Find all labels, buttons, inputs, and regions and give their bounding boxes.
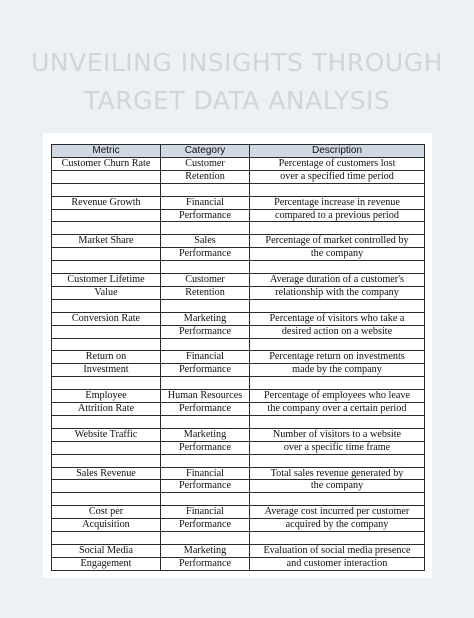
table-header-row: [52, 145, 425, 158]
table-row: [52, 196, 425, 209]
category-cell: Marketing: [161, 312, 250, 325]
table-row: [52, 480, 425, 493]
metric-cell: Customer Churn Rate: [52, 157, 161, 170]
metric-cell: Conversion Rate: [52, 312, 161, 325]
metric-cell: Website Traffic: [52, 428, 161, 441]
header-metric: Metric: [52, 145, 161, 158]
category-cell: Financial: [161, 467, 250, 480]
category-cell: Customer: [161, 274, 250, 287]
category-cell: Sales: [161, 235, 250, 248]
metric-cell: Engagement: [52, 557, 161, 570]
table-row: [52, 415, 425, 428]
category-cell: Customer: [161, 157, 250, 170]
title-line-1: UNVEILING INSIGHTS THROUGH: [31, 48, 443, 77]
description-cell: the company: [250, 480, 425, 493]
metric-cell: Cost per: [52, 506, 161, 519]
description-cell: Percentage of employees who leave: [250, 390, 425, 403]
category-cell: [161, 532, 250, 545]
category-cell: Performance: [161, 519, 250, 532]
metric-cell: Customer Lifetime: [52, 274, 161, 287]
metric-cell: Value: [52, 286, 161, 299]
table-row: [52, 338, 425, 351]
table-row: [52, 170, 425, 183]
category-cell: [161, 454, 250, 467]
description-cell: Average duration of a customer's: [250, 274, 425, 287]
category-cell: Financial: [161, 506, 250, 519]
description-cell: Number of visitors to a website: [250, 428, 425, 441]
table-row: [52, 351, 425, 364]
category-cell: Financial: [161, 351, 250, 364]
category-cell: [161, 183, 250, 196]
description-cell: the company over a certain period: [250, 403, 425, 416]
table-row: [52, 557, 425, 570]
metric-cell: Market Share: [52, 235, 161, 248]
table-row: [52, 274, 425, 287]
metric-cell: [52, 222, 161, 235]
table-body: [52, 157, 425, 570]
metric-cell: [52, 377, 161, 390]
description-cell: [250, 377, 425, 390]
table-row: [52, 532, 425, 545]
table-row: [52, 248, 425, 261]
description-cell: [250, 415, 425, 428]
header-category: Category: [161, 145, 250, 158]
description-cell: Percentage of customers lost: [250, 157, 425, 170]
category-cell: Marketing: [161, 544, 250, 557]
metric-cell: Investment: [52, 364, 161, 377]
category-cell: Performance: [161, 209, 250, 222]
description-cell: Percentage of market controlled by: [250, 235, 425, 248]
category-cell: Performance: [161, 248, 250, 261]
category-cell: [161, 299, 250, 312]
category-cell: Performance: [161, 364, 250, 377]
description-cell: made by the company: [250, 364, 425, 377]
table-row: [52, 209, 425, 222]
description-cell: the company: [250, 248, 425, 261]
table-row: [52, 544, 425, 557]
description-cell: Percentage of visitors who take a: [250, 312, 425, 325]
category-cell: Performance: [161, 325, 250, 338]
table-row: [52, 235, 425, 248]
metrics-table: [51, 144, 425, 571]
table-row: [52, 454, 425, 467]
metric-cell: [52, 261, 161, 274]
table-row: [52, 325, 425, 338]
description-cell: [250, 299, 425, 312]
table-row: [52, 183, 425, 196]
category-cell: Retention: [161, 286, 250, 299]
metric-cell: [52, 415, 161, 428]
table-row: [52, 157, 425, 170]
category-cell: Financial: [161, 196, 250, 209]
table-row: [52, 299, 425, 312]
table-row: [52, 364, 425, 377]
category-cell: Performance: [161, 441, 250, 454]
metric-cell: [52, 170, 161, 183]
category-cell: [161, 222, 250, 235]
description-cell: over a specific time frame: [250, 441, 425, 454]
description-cell: [250, 532, 425, 545]
category-cell: [161, 415, 250, 428]
metric-cell: [52, 209, 161, 222]
category-cell: Performance: [161, 403, 250, 416]
metric-cell: Social Media: [52, 544, 161, 557]
metric-cell: [52, 454, 161, 467]
metric-cell: [52, 338, 161, 351]
description-cell: Evaluation of social media presence: [250, 544, 425, 557]
metric-cell: [52, 532, 161, 545]
table-row: [52, 493, 425, 506]
table-row: [52, 390, 425, 403]
description-cell: [250, 183, 425, 196]
description-cell: [250, 493, 425, 506]
description-cell: Total sales revenue generated by: [250, 467, 425, 480]
description-cell: [250, 338, 425, 351]
metric-cell: Employee: [52, 390, 161, 403]
description-cell: and customer interaction: [250, 557, 425, 570]
category-cell: Performance: [161, 480, 250, 493]
description-cell: desired action on a website: [250, 325, 425, 338]
metric-cell: [52, 480, 161, 493]
description-cell: over a specified time period: [250, 170, 425, 183]
metric-cell: [52, 441, 161, 454]
table-row: [52, 222, 425, 235]
category-cell: [161, 493, 250, 506]
metric-cell: [52, 325, 161, 338]
table-row: [52, 467, 425, 480]
metric-cell: [52, 493, 161, 506]
metric-cell: Attrition Rate: [52, 403, 161, 416]
table-row: [52, 506, 425, 519]
category-cell: [161, 377, 250, 390]
description-cell: [250, 222, 425, 235]
category-cell: [161, 261, 250, 274]
table-row: [52, 286, 425, 299]
metric-cell: [52, 248, 161, 261]
metric-cell: Acquisition: [52, 519, 161, 532]
table-row: [52, 403, 425, 416]
category-cell: [161, 338, 250, 351]
metric-cell: Return on: [52, 351, 161, 364]
description-cell: relationship with the company: [250, 286, 425, 299]
table-row: [52, 519, 425, 532]
metric-cell: Sales Revenue: [52, 467, 161, 480]
description-cell: [250, 454, 425, 467]
description-cell: [250, 261, 425, 274]
description-cell: compared to a previous period: [250, 209, 425, 222]
metric-cell: Revenue Growth: [52, 196, 161, 209]
category-cell: Human Resources: [161, 390, 250, 403]
category-cell: Performance: [161, 557, 250, 570]
table-row: [52, 377, 425, 390]
description-cell: acquired by the company: [250, 519, 425, 532]
table-row: [52, 441, 425, 454]
title-line-2: TARGET DATA ANALYSIS: [83, 86, 391, 115]
metric-cell: [52, 299, 161, 312]
table-row: [52, 428, 425, 441]
category-cell: Marketing: [161, 428, 250, 441]
page-title: [0, 44, 474, 120]
category-cell: Retention: [161, 170, 250, 183]
header-description: Description: [250, 145, 425, 158]
description-cell: Percentage increase in revenue: [250, 196, 425, 209]
metric-cell: [52, 183, 161, 196]
table-row: [52, 312, 425, 325]
table-row: [52, 261, 425, 274]
description-cell: Percentage return on investments: [250, 351, 425, 364]
description-cell: Average cost incurred per customer: [250, 506, 425, 519]
